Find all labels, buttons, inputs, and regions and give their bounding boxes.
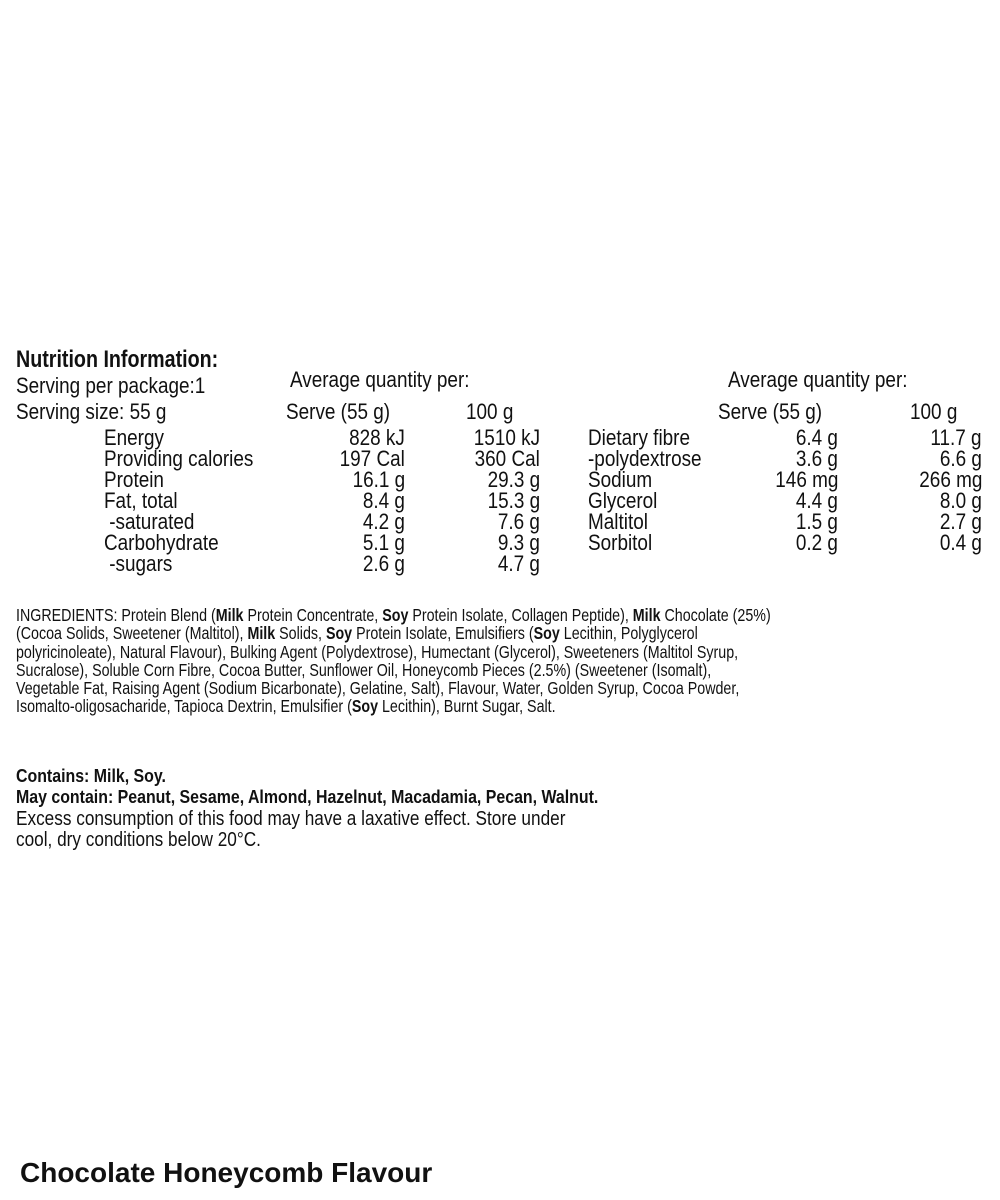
right-nutrient-per100-value: 8.0 g xyxy=(939,488,982,513)
ingredients-text: Vegetable Fat, Raising Agent (Sodium Bicarbonate), Gelatine, Salt), Flavour, Water, Golden Syrup, Cocoa Powder, xyxy=(16,678,740,699)
allergen-highlight: Soy xyxy=(533,623,560,644)
ingredients-line xyxy=(16,624,953,642)
allergen-highlight: Soy xyxy=(351,696,379,717)
ingredients-line xyxy=(16,661,953,679)
ingredients-line xyxy=(16,697,953,715)
left-nutrient-serve-value: 2.6 g xyxy=(362,551,405,576)
left-nutrient-label: Fat, total xyxy=(104,488,178,513)
right-per100-header: 100 g xyxy=(910,399,958,424)
left-nutrient-label: -saturated xyxy=(104,509,195,534)
right-nutrient-label: Sodium xyxy=(588,467,653,492)
ingredients-line xyxy=(16,679,953,697)
right-nutrient-label: Glycerol xyxy=(588,488,658,513)
left-nutrient-per100-value: 15.3 g xyxy=(487,488,540,513)
right-nutrient-per100-value: 266 mg xyxy=(918,467,982,492)
ingredients-text: Lecithin), Burnt Sugar, Salt. xyxy=(378,696,556,717)
right-nutrient-serve-value: 1.5 g xyxy=(795,509,838,534)
right-nutrient-serve-value: 4.4 g xyxy=(795,488,838,513)
right-nutrient-per100-value: 2.7 g xyxy=(939,509,982,534)
left-nutrient-per100-value: 29.3 g xyxy=(487,467,540,492)
allergen-highlight: Milk xyxy=(247,623,276,644)
flavour-name: Chocolate Honeycomb Flavour xyxy=(20,1157,433,1188)
ingredients-text: Chocolate (25%) xyxy=(660,605,771,625)
allergen-highlight: Soy xyxy=(382,605,409,625)
left-nutrient-serve-value: 16.1 g xyxy=(352,467,405,492)
left-nutrient-label: Providing calories xyxy=(104,446,254,471)
ingredients-text: Protein Concentrate, xyxy=(243,605,383,625)
right-nutrient-serve-value: 146 mg xyxy=(774,467,838,492)
serving-size: Serving size: 55 g xyxy=(16,399,167,424)
left-nutrient-per100-value: 7.6 g xyxy=(497,509,540,534)
ingredients-text: Lecithin, Polyglycerol xyxy=(559,623,698,644)
left-nutrient-label: Protein xyxy=(104,467,164,492)
ingredients-list xyxy=(16,606,953,716)
ingredients-text: Protein Isolate, Collagen Peptide), xyxy=(408,605,633,625)
allergen-highlight: Milk xyxy=(215,605,244,625)
left-nutrient-per100-value: 4.7 g xyxy=(497,551,540,576)
right-nutrient-label: Dietary fibre xyxy=(588,425,690,450)
right-nutrient-per100-value: 6.6 g xyxy=(939,446,982,471)
ingredients-line xyxy=(16,606,953,624)
left-nutrient-serve-value: 197 Cal xyxy=(339,446,405,471)
may-contain-allergens: May contain: Peanut, Sesame, Almond, Hazelnut, Macadamia, Pecan, Walnut. xyxy=(16,786,599,807)
right-avg-quantity-header: Average quantity per: xyxy=(728,367,908,392)
ingredients-text: INGREDIENTS: Protein Blend ( xyxy=(16,605,216,625)
left-nutrient-per100-value: 360 Cal xyxy=(474,446,540,471)
allergen-highlight: Soy xyxy=(325,623,353,644)
left-nutrient-serve-value: 4.2 g xyxy=(362,509,405,534)
allergen-highlight: Milk xyxy=(632,605,661,625)
nutrition-title: Nutrition Information: xyxy=(16,346,219,373)
right-nutrient-label: Maltitol xyxy=(588,509,648,534)
right-serve-header: Serve (55 g) xyxy=(718,399,823,424)
right-nutrient-per100-value: 11.7 g xyxy=(930,425,982,450)
left-nutrient-label: -sugars xyxy=(104,551,173,576)
right-nutrient-label: Sorbitol xyxy=(588,530,653,555)
left-nutrient-per100-value: 9.3 g xyxy=(497,530,540,555)
left-nutrient-serve-value: 8.4 g xyxy=(362,488,405,513)
right-nutrient-serve-value: 3.6 g xyxy=(795,446,838,471)
right-nutrient-serve-value: 0.2 g xyxy=(795,530,838,555)
right-nutrient-serve-value: 6.4 g xyxy=(795,425,838,450)
left-nutrient-serve-value: 5.1 g xyxy=(362,530,405,555)
ingredients-line xyxy=(16,643,953,661)
ingredients-text: polyricinoleate), Natural Flavour), Bulking Agent (Polydextrose), Humectant (Glycerol), Sweeteners (Maltitol Syrup, xyxy=(16,641,739,662)
left-nutrient-label: Energy xyxy=(104,425,164,450)
left-per100-header: 100 g xyxy=(466,399,514,424)
left-nutrient-label: Carbohydrate xyxy=(104,530,219,555)
right-nutrient-per100-value: 0.4 g xyxy=(939,530,982,555)
contains-allergens: Contains: Milk, Soy. xyxy=(16,765,166,786)
ingredients-text: Sucralose), Soluble Corn Fibre, Cocoa Butter, Sunflower Oil, Honeycomb Pieces (2.5%) (Sweetener (Isomalt), xyxy=(16,659,712,680)
left-avg-quantity-header: Average quantity per: xyxy=(290,367,470,392)
ingredients-text: Solids, xyxy=(275,623,326,644)
ingredients-text: Protein Isolate, Emulsifiers ( xyxy=(352,623,534,644)
laxative-note-line-2: cool, dry conditions below 20°C. xyxy=(16,829,261,851)
left-nutrient-serve-value: 828 kJ xyxy=(349,425,405,450)
laxative-note-line-1: Excess consumption of this food may have a laxative effect. Store under xyxy=(16,808,566,830)
serving-per-package: Serving per package:1 xyxy=(16,373,206,398)
left-serve-header: Serve (55 g) xyxy=(286,399,391,424)
ingredients-text: (Cocoa Solids, Sweetener (Maltitol), xyxy=(16,623,248,644)
left-nutrient-per100-value: 1510 kJ xyxy=(473,425,540,450)
ingredients-text: Isomalto-oligosacharide, Tapioca Dextrin, Emulsifier ( xyxy=(16,696,352,717)
right-nutrient-label: -polydextrose xyxy=(588,446,702,471)
